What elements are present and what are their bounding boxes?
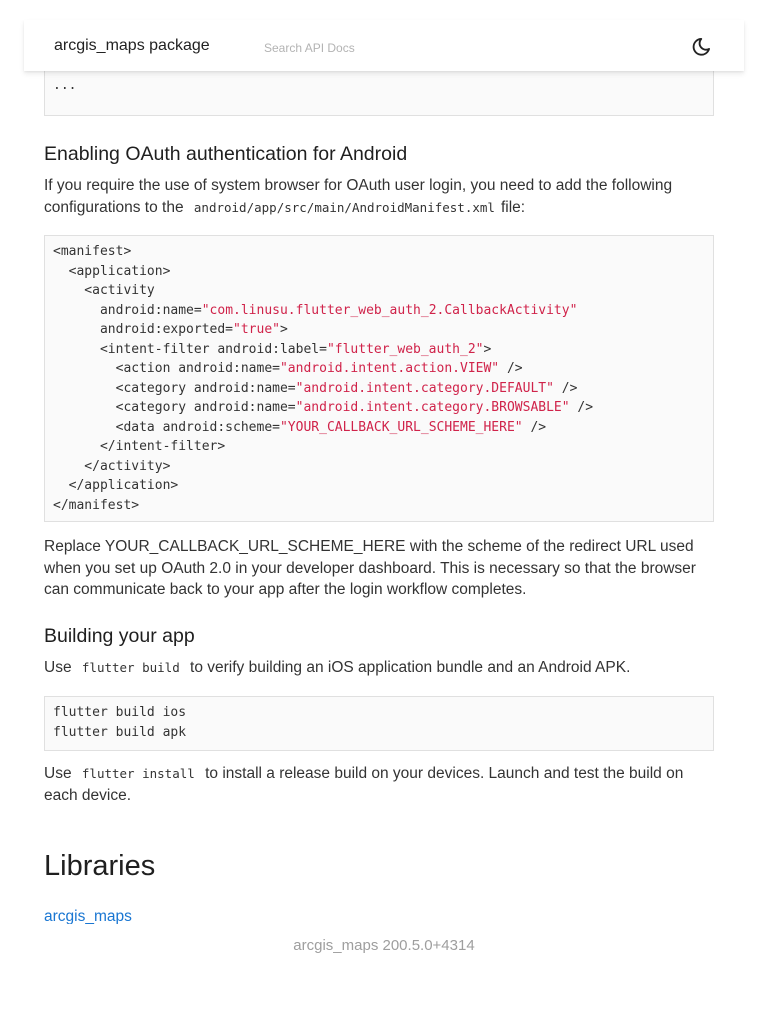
code-line [53, 459, 170, 474]
code-text: <application> [53, 263, 171, 279]
code-text: > [279, 322, 288, 337]
code-line [53, 439, 225, 454]
code-text: <category android:name= [53, 400, 296, 415]
code-line [53, 244, 131, 259]
code-text: <action android:name= [53, 361, 280, 376]
code-string: "flutter_web_auth_2" [326, 341, 484, 357]
code-line [53, 400, 593, 415]
code-line [53, 420, 546, 435]
code-line [53, 283, 155, 298]
code-line [53, 342, 491, 357]
install-paragraph [44, 763, 719, 806]
code-string: "true" [233, 322, 280, 337]
manifest-code-block [44, 235, 714, 522]
package-title[interactable]: arcgis_maps package [54, 37, 210, 54]
build-commands-block: flutter build ios flutter build apk [44, 696, 714, 751]
code-string: "com.linusu.flutter_web_auth_2.CallbackActivity" [201, 302, 578, 318]
libraries-heading: Libraries [44, 850, 156, 882]
code-string: "android.intent.category.DEFAULT" [295, 380, 554, 396]
code-line [53, 478, 178, 493]
code-string: "android.intent.category.BROWSABLE" [295, 400, 570, 415]
code-text: </application> [53, 478, 179, 493]
code-text: <manifest> [53, 244, 132, 259]
code-text: /> [522, 419, 547, 435]
code-text: <category android:name= [53, 380, 296, 396]
oauth-heading: Enabling OAuth authentication for Android [44, 143, 408, 165]
code-text: <activity [53, 283, 155, 298]
build-heading: Building your app [44, 625, 195, 647]
code-line [53, 498, 139, 513]
code-text: </intent-filter> [53, 439, 226, 454]
code-text: </activity> [53, 458, 171, 474]
code-text: /> [553, 380, 578, 396]
replace-paragraph: Replace YOUR_CALLBACK_URL_SCHEME_HERE with the scheme of the redirect URL used when you set up OAuth 2.0 in your developer dashboard. This is necessary so that the browser can communicate back to your app after the login workflow completes. [44, 538, 696, 598]
code-text: /> [499, 361, 523, 376]
code-string: "YOUR_CALLBACK_URL_SCHEME_HERE" [279, 419, 523, 435]
footer-version: arcgis_maps 200.5.0+4314 [293, 937, 475, 954]
top-app-bar [24, 20, 744, 71]
manifest-path-code: android/app/src/main/AndroidManifest.xml [193, 199, 495, 215]
code-line [53, 381, 577, 396]
use-label: Use [44, 765, 72, 782]
code-text: <intent-filter android:label= [53, 341, 327, 357]
code-ellipsis: ... [53, 78, 77, 93]
oauth-intro-end: file: [500, 198, 526, 216]
flutter-build-code: flutter build [81, 660, 180, 675]
code-text: </manifest> [53, 497, 140, 513]
code-text: android:exported= [53, 322, 234, 337]
build-paragraph [44, 657, 719, 679]
code-text: /> [569, 400, 594, 415]
use-label: Use [44, 659, 72, 676]
build-text: to verify building an iOS application bundle and an Android APK. [190, 659, 631, 676]
code-line [53, 322, 288, 337]
oauth-intro-text: If you require the use of system browser for OAuth user login, you need to add the following configurations to the [44, 177, 673, 216]
code-text: > [483, 341, 492, 357]
oauth-intro [44, 175, 719, 218]
library-link-arcgis-maps[interactable]: arcgis_maps [44, 908, 132, 924]
moon-icon[interactable] [690, 36, 712, 58]
install-text: to install a release build on your devices. Launch and test the build on each device. [44, 765, 684, 804]
code-line [53, 303, 577, 318]
code-line [53, 264, 170, 279]
code-text: android:name= [53, 302, 202, 318]
search-input[interactable] [264, 38, 464, 58]
code-line [53, 361, 523, 376]
code-text: <data android:scheme= [53, 419, 280, 435]
flutter-install-code: flutter install [81, 766, 195, 781]
code-string: "android.intent.action.VIEW" [279, 361, 500, 376]
